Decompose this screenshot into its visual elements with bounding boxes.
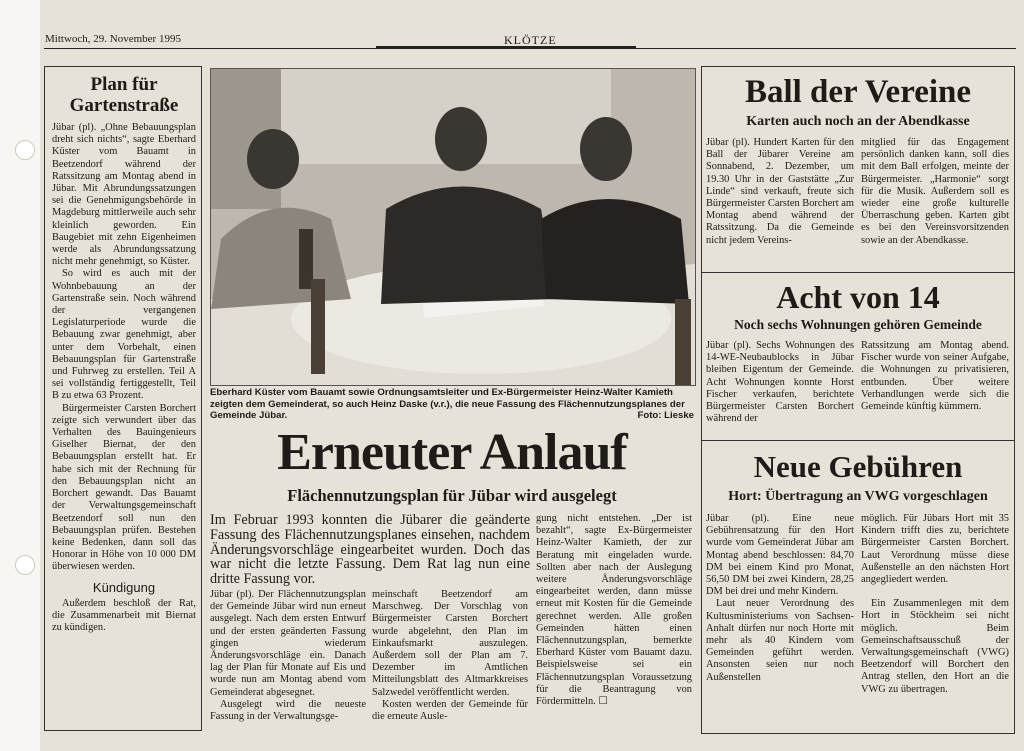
meeting-photo xyxy=(210,68,696,386)
ball-column-1: Jübar (pl). Hundert Karten für den Ball der Jübarer Vereine am Sonnabend, 2. Dezember, um 19.30 Uhr in der Gaststätte „Zur Linde“ sind verkauft, freute sich Bürgermeister Carsten Borchert am Montag abend während der Ratssitzung. Da die Gemeinde nicht jedem Vereins- xyxy=(706,137,854,246)
left-paragraph-3: Bürgermeister Carsten Borchert zeigte sich verwundert über das Verhalten des Bauingenieurs Giselher Biernat, der den Bebauungsplan erstellt hat. Er habe sich mit der Rechnung für den Bebauungsplan nicht an Borchert gewandt. Das Bauamt der Verwaltungsgemeinschaft Beetzendorf soll nun den Bebauungsplan prüfen. Bestehen keine Bedenken, dann soll das Honorar in Höhe von 10 000 DM überwiesen werden. xyxy=(52,402,196,573)
main-column-3 xyxy=(536,513,692,735)
binder-strip xyxy=(0,0,41,751)
ball-column-2: mitglied für das Engagement persönlich danken kann, soll dies mit dem Ball erfolgen, meinte der Bürgermeister. „Harmonie“ sorgt für die Musik. Außerdem soll es wieder eine große kulturelle Überraschung geben. Karten gibt es bei den Vereinsvorsitzenden sowie an der Abendkasse. xyxy=(861,137,1009,246)
main-subheadline: Flächennutzungsplan für Jübar wird ausgelegt xyxy=(287,486,617,505)
punch-hole-top xyxy=(15,140,35,160)
gebuehren-column-1 xyxy=(706,513,854,731)
punch-hole-bottom xyxy=(15,555,35,575)
gebuehren-subtitle: Hort: Übertragung an VWG vorgeschlagen xyxy=(728,489,988,504)
main-lead: Im Februar 1993 konnten die Jübarer die geänderte Fassung des Flächennutzungsplanes einsehen, nachdem Änderungsvorschläge eingearbeitet wurden. Doch das war nicht die letzte Fassung. Dem Rat lag nun eine dritte Fassung vor. xyxy=(210,512,530,588)
left-article-body xyxy=(52,74,196,726)
right-divider-2 xyxy=(701,440,1015,441)
ball-title: Ball der Vereine xyxy=(744,74,972,110)
main-col1-paragraph-1: Jübar (pl). Der Flächennutzungsplan der Gemeinde Jübar wird nun erneut ausgelegt. Nach dem ersten Entwurf und der ersten geänderten Fassung gingen wiederum Änderungsvorschläge ein. Danach lag der Plan für Monate auf Eis und wurde nun am Montag abend vom Gemeinderat abgesegnet. xyxy=(210,589,366,698)
main-headline: Erneuter Anlauf xyxy=(277,424,627,481)
main-col2-paragraph-1: meinschaft Beetzendorf am Marschweg. Der Vorschlag von Bürgermeister Carsten Borchert wurde abgelehnt, den Plan im Einkaufsmarkt auszulegen. Außerdem soll der Plan am 7. Dezember im Amtlichen Mitteilungsblatt des Altmarkkreises Salzwedel veröffentlicht werden. xyxy=(372,589,528,698)
gebuehren-col1-paragraph-1: Jübar (pl). Eine neue Gebührensatzung für den Hort wurde vom Gemeinderat Jübar am Montag abend beschlossen: 84,70 DM bei einem Kind pro Monat, 56,50 DM bei zwei Kindern, 28,25 DM bei drei und mehr Kindern. xyxy=(706,513,854,598)
section-rule xyxy=(376,46,636,49)
acht-subtitle: Noch sechs Wohnungen gehören Gemeinde xyxy=(734,317,982,332)
ball-subtitle: Karten auch noch an der Abendkasse xyxy=(746,114,970,129)
left-paragraph-1: Jübar (pl). „Ohne Bebauungsplan dreht sich nichts“, sagte Eberhard Küster vom Bauamt in Beetzendorf während der Ratssitzung am Montag abend in Jübar. Mit Abrundungssatzungen sei die Genehmigungsbehörde in Magdeburg mittlerweile auch sehr kleinlich geworden. Ein Baugebiet mit zehn Eigenheimen werde als Abrundungssatzung nicht mehr genehmigt, so Küster. xyxy=(52,122,196,268)
acht-column-1: Jübar (pl). Sechs Wohnungen des 14-WE-Neubaublocks in Jübar bleiben Eigentum der Gemeinde. Acht Wohnungen konnte Horst Fischer verkaufen, berichtete Bürgermeister Carsten Borchert während der xyxy=(706,340,854,425)
section-title: KLÖTZE xyxy=(504,33,557,47)
right-divider-1 xyxy=(701,272,1015,273)
photo-caption xyxy=(210,387,694,422)
photo-credit: Foto: Lieske xyxy=(637,410,694,421)
left-kicker: Kündigung xyxy=(92,579,156,595)
left-kicker-paragraph: Außerdem beschloß der Rat, die Zusammenarbeit mit Biernat zu kündigen. xyxy=(52,597,196,634)
main-col2-paragraph-2: Kosten werden der Gemeinde für die erneute Ausle- xyxy=(372,698,528,723)
acht-title: Acht von 14 xyxy=(776,279,940,315)
main-col1-paragraph-2: Ausgelegt wird die neueste Fassung in der Verwaltungsge- xyxy=(210,698,366,723)
meeting-photo-image xyxy=(211,69,695,385)
main-col3-paragraph-1: gung nicht entstehen. „Der ist bezahlt“, sagte Ex-Bürgermeister Heinz-Walter Kamieth, der zur Beratung mit eingeladen wurde. Sollten aber nach der Auslegung weitere Änderungsvorschläge eingearbeitet werden, dann müsse erneut mit Kosten für die Gemeinde gerechnet werden. Alle großen Gemeinden hätten einen Flächennutzungsplan, bemerkte Eberhard Küster vom Bauamt dazu. Beispielsweise sei ein Flächennutzungsplan Voraussetzung für die Beantragung von Fördermitteln. ☐ xyxy=(536,513,692,708)
left-paragraph-2: So wird es auch mit der Wohnbebauung an der Gartenstraße sein. Noch während der vergangenen Legislaturperiode wurde die Bebauung zwar genehmigt, aber unter dem Vorbehalt, einen Bebauungsplan für Gartenstraße und Fuhrweg zu erstellen. Teil A sei vollständig fertiggestellt, Teil B zu etwa 63 Prozent. xyxy=(52,268,196,402)
issue-date: Mittwoch, 29. November 1995 xyxy=(45,33,181,45)
gebuehren-col2-paragraph-2: Ein Zusammenlegen mit dem Hort in Stöckheim sei nicht möglich. Beim Gemeinschaftsausschuß der Verwaltungsgemeinschaft (VWG) Beetzendorf will Borchert den Antrag stellen, den Hort an die VWG zu übertragen. xyxy=(861,598,1009,695)
gebuehren-column-2 xyxy=(861,513,1009,731)
left-article-title: Plan für Gartenstraße xyxy=(69,74,179,116)
photo-caption-text: Eberhard Küster vom Bauamt sowie Ordnungsamtsleiter und Ex-Bürgermeister Heinz-Walter Kamieth zeigten dem Gemeinderat, so auch Heinz Daske (v.r.), die neue Fassung des Flächennutzungsplanes der Gemeinde Jübar. xyxy=(210,387,685,421)
gebuehren-col2-paragraph-1: möglich. Für Jübars Hort mit 35 Kindern trifft dies zu, berichtete Bürgermeister Carsten Borchert. Laut Verordnung müsse diese Außenstelle an den nächsten Hort angegliedert werden. xyxy=(861,513,1009,586)
main-column-2 xyxy=(372,589,528,734)
acht-column-2: Ratssitzung am Montag abend. Fischer wurde von seiner Aufgabe, die Wohnungen zu privatisieren, entbunden. Über weitere Verhandlungen werde sich die Gemeinde künftig kümmern. xyxy=(861,340,1009,413)
gebuehren-title: Neue Gebühren xyxy=(753,449,963,484)
gebuehren-col1-paragraph-2: Laut neuer Verordnung des Kultusministeriums von Sachsen-Anhalt dürfen nur noch Horte mit mehr als 40 Kindern vom Gemeinden geführt werden. Ansonsten seien nur noch Außenstellen xyxy=(706,598,854,683)
main-column-1 xyxy=(210,589,366,734)
